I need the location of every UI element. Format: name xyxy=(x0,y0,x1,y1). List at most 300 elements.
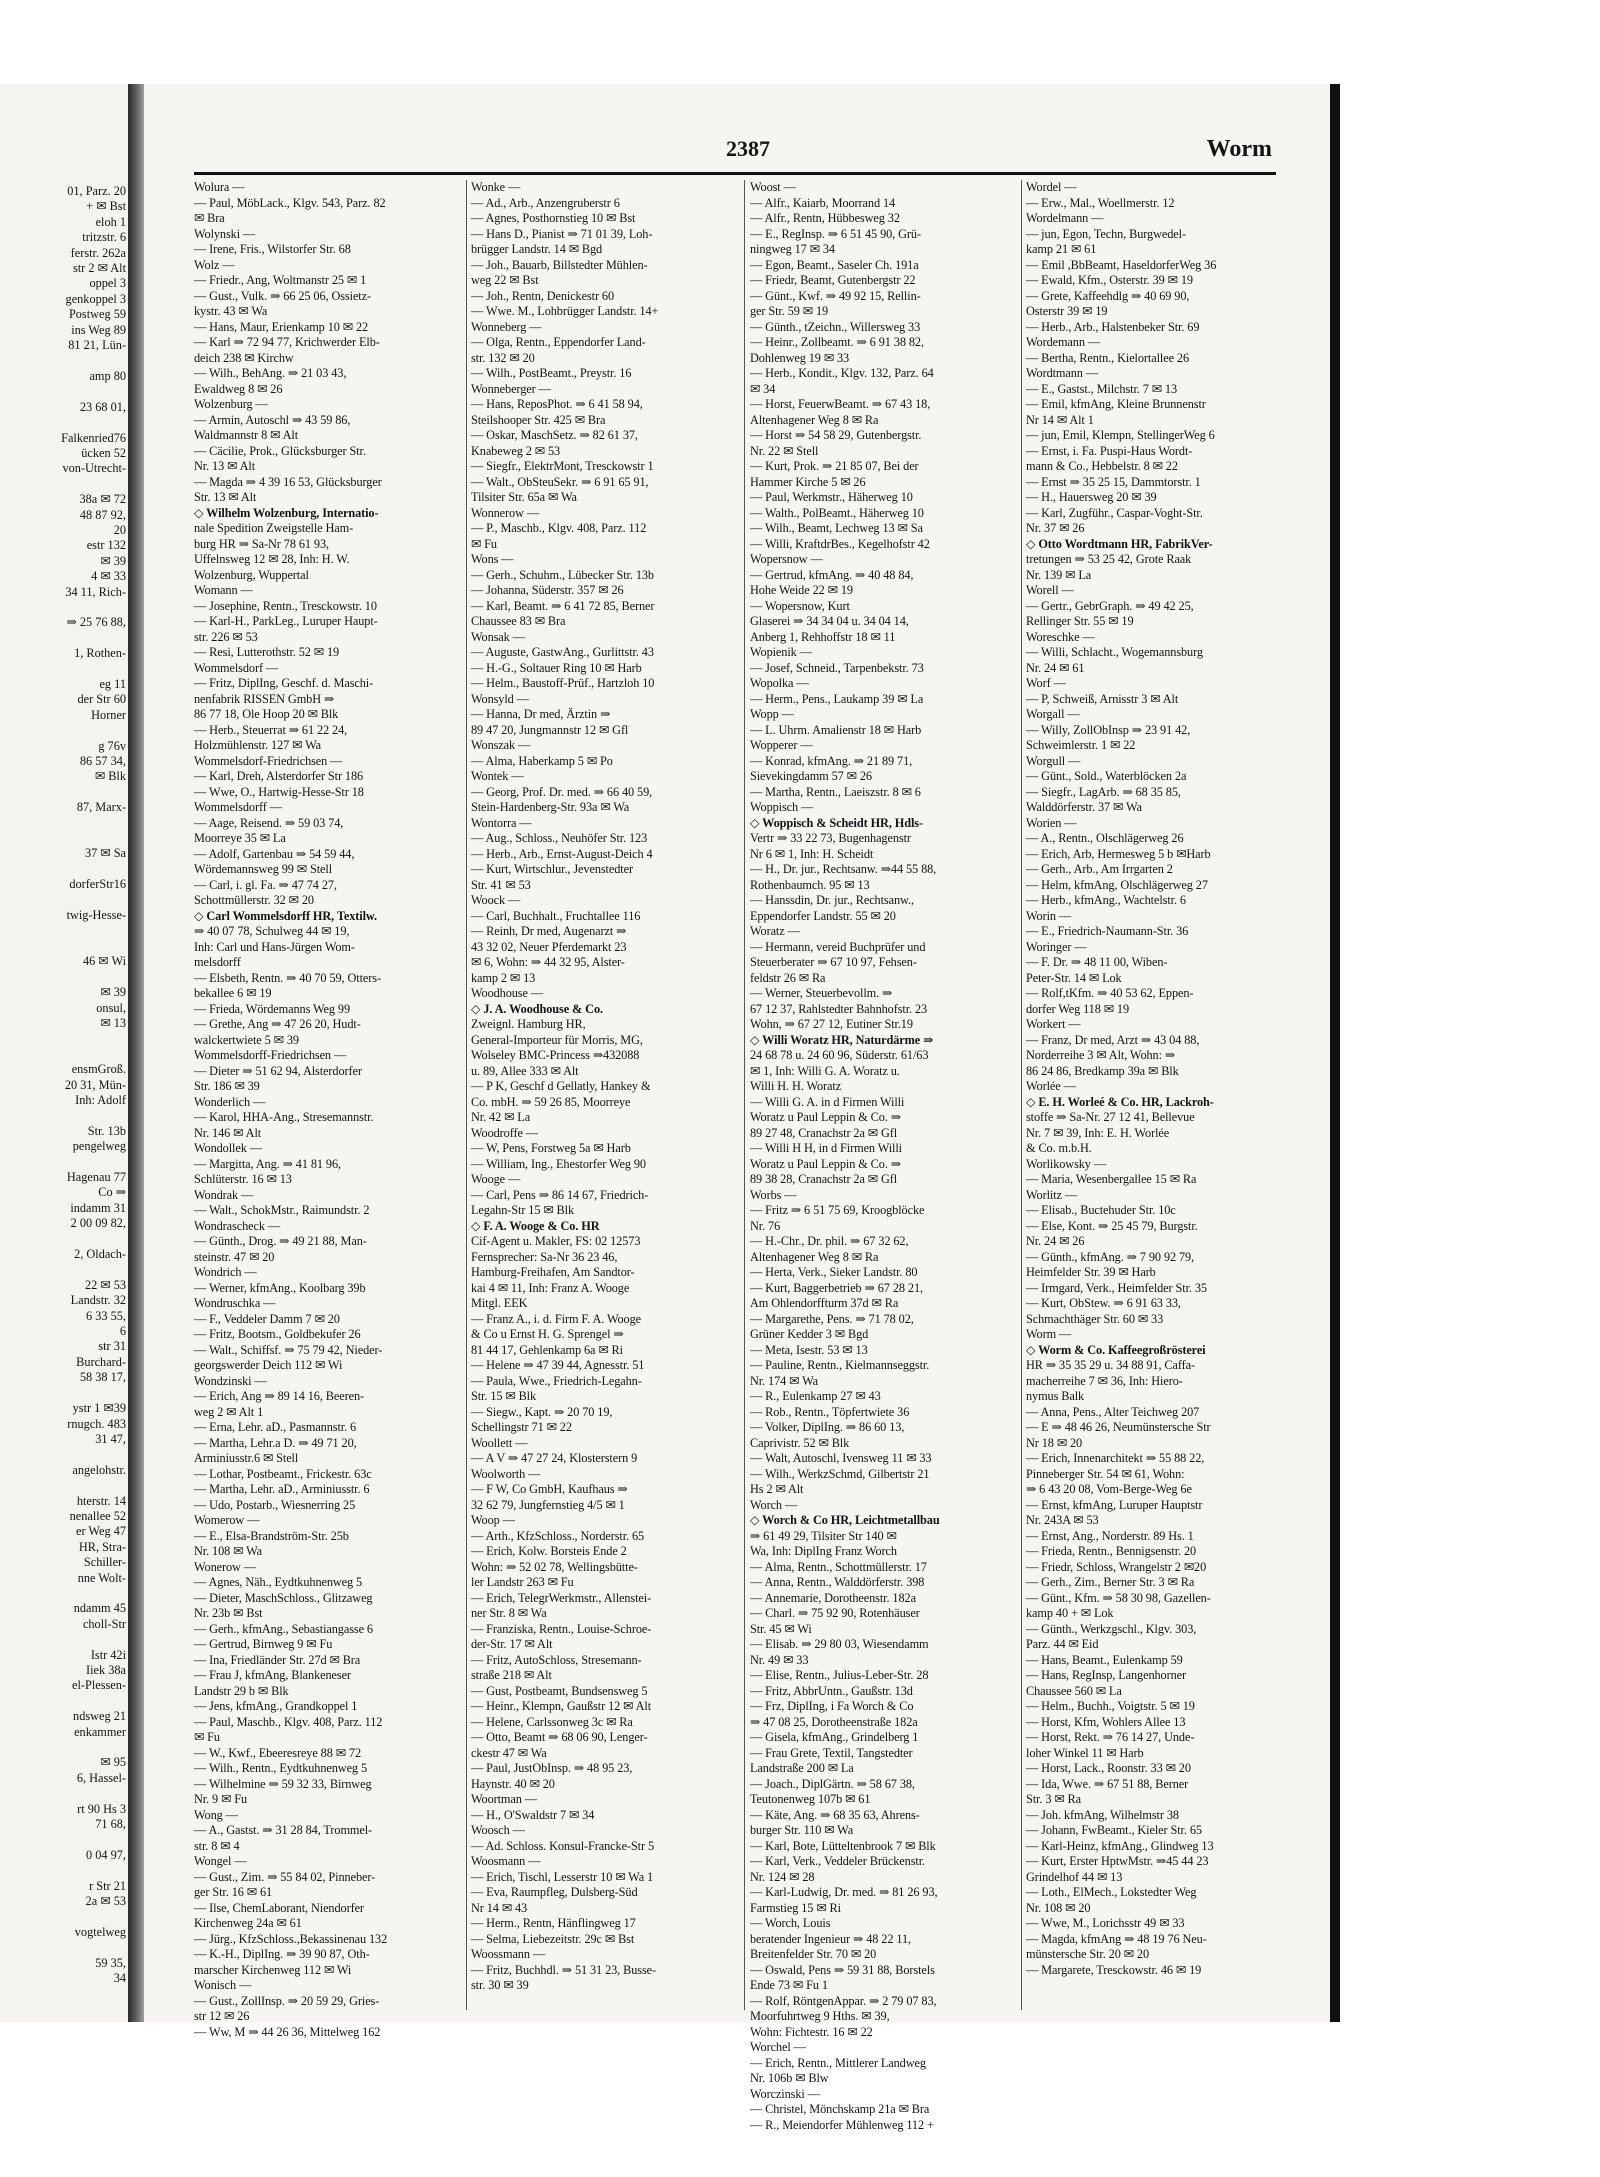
directory-line: Worbs — xyxy=(750,1187,797,1202)
directory-line: Wohn: ⇒ 52 02 78, Wellingsbütte- xyxy=(471,1559,638,1574)
directory-line: Worlitz — xyxy=(1026,1187,1078,1202)
margin-fragment: von-Utrecht- xyxy=(62,461,126,476)
margin-fragment: 20 31, Mün- xyxy=(64,1077,126,1092)
directory-line: — Lothar, Postbeamt., Frickestr. 63c xyxy=(194,1466,372,1481)
directory-line: Wontorra — xyxy=(471,815,532,830)
directory-line: — Egon, Beamt., Saseler Ch. 191a xyxy=(750,257,919,272)
directory-line: — H.-Chr., Dr. phil. ⇒ 67 32 62, xyxy=(750,1234,909,1248)
margin-fragment: amp 80 xyxy=(89,368,126,383)
directory-line: Wooge — xyxy=(471,1172,521,1186)
margin-fragment: 2, Oldach- xyxy=(74,1247,126,1262)
directory-column-4 xyxy=(1026,180,1296,2010)
directory-line: — Kurt, ObStew. ⇒ 6 91 63 33, xyxy=(1026,1296,1181,1310)
directory-line: ⇒ 6 43 20 08, Vom-Berge-Weg 6e xyxy=(1026,1482,1192,1496)
margin-fragment: nne Wolt- xyxy=(77,1570,126,1585)
directory-line: Nr. 124 ✉ 28 xyxy=(750,1869,815,1884)
margin-fragment: 46 ✉ Wi xyxy=(82,954,126,969)
directory-line: General-Importeur für Morris, MG, xyxy=(471,1032,643,1047)
margin-fragment xyxy=(2,785,126,800)
directory-line: Tilsiter Str. 65a ✉ Wa xyxy=(471,490,577,504)
directory-line: — A V ⇒ 47 27 24, Klosterstern 9 xyxy=(471,1451,638,1465)
directory-line: Holzmühlenstr. 127 ✉ Wa xyxy=(194,738,322,752)
directory-line: u. 89, Allee 333 ✉ Alt xyxy=(471,1063,579,1078)
directory-line: — Franz, Dr med, Arzt ⇒ 43 04 88, xyxy=(1026,1032,1200,1047)
directory-line: — Siegfr., ElektrMont, Tresckowstr 1 xyxy=(471,459,654,473)
directory-line: Nr. 108 ✉ 20 xyxy=(1026,1900,1091,1915)
directory-line: — Carl, i. gl. Fa. ⇒ 47 74 27, xyxy=(194,877,337,892)
directory-line: Wopp — xyxy=(750,707,794,721)
directory-line: — Walt., SchokMstr., Raimundstr. 2 xyxy=(194,1203,370,1217)
directory-line: Str. 186 ✉ 39 xyxy=(194,1079,260,1093)
directory-line: — Elsbeth, Rentn. ⇒ 40 70 59, Otters- xyxy=(194,970,381,985)
directory-line: Wordel — xyxy=(1026,180,1077,194)
directory-line: Wonnerow — xyxy=(471,505,540,520)
directory-line: ◇ Carl Wommelsdorff HR, Textilw. xyxy=(194,908,377,923)
directory-line: — E ⇒ 48 46 26, Neumünstersche Str xyxy=(1026,1420,1211,1434)
directory-line: Osterstr 39 ✉ 19 xyxy=(1026,304,1108,318)
directory-line: str. 8 ✉ 4 xyxy=(194,1838,240,1853)
directory-line: ✉ Bra xyxy=(194,211,225,225)
directory-line: — Erich, TelegrWerkmstr., Allenstei- xyxy=(471,1590,652,1605)
directory-line: Landstr 29 b ✉ Blk xyxy=(194,1683,289,1698)
directory-line: — Dieter ⇒ 51 62 94, Alsterdorfer xyxy=(194,1063,362,1078)
directory-line: — H., Hauersweg 20 ✉ 39 xyxy=(1026,490,1157,504)
page-number: 2387 xyxy=(726,136,770,161)
directory-line: — Christel, Mönchskamp 21a ✉ Bra xyxy=(750,2102,930,2116)
directory-line: Hohe Weide 22 ✉ 19 xyxy=(750,583,853,597)
directory-line: Wondollek — xyxy=(194,1141,262,1155)
directory-line: ◇ Worm & Co. Kaffeegroßrösterei xyxy=(1026,1342,1206,1357)
directory-line: Woosmann — xyxy=(471,1854,541,1868)
directory-line: — William, Ing., Ehestorfer Weg 90 xyxy=(471,1156,646,1171)
directory-line: ✉ 1, Inh: Willi G. A. Woratz u. xyxy=(750,1063,900,1078)
directory-line: ◇ Otto Wordtmann HR, FabrikVer- xyxy=(1026,536,1213,551)
directory-line: — Horst, Kfm, Wohlers Allee 13 xyxy=(1026,1714,1186,1729)
directory-line: Schellingstr 71 ✉ 22 xyxy=(471,1420,572,1434)
directory-line: Workert — xyxy=(1026,1017,1081,1031)
left-margin-text xyxy=(2,184,126,1987)
directory-line: — Kurt, Wirtschlur., Jevenstedter xyxy=(471,862,633,876)
margin-fragment: 58 38 17, xyxy=(79,1370,126,1385)
directory-line: — Meta, Isestr. 53 ✉ 13 xyxy=(750,1342,868,1357)
directory-line: — Wilh., WerkzSchmd, Gilbertstr 21 xyxy=(750,1466,930,1481)
margin-fragment xyxy=(2,1863,126,1878)
directory-line: Landstraße 200 ✉ La xyxy=(750,1761,854,1775)
directory-line: Wonneberg — xyxy=(471,319,542,334)
column-divider xyxy=(744,180,745,2010)
directory-line: — F., Veddeler Damm 7 ✉ 20 xyxy=(194,1311,340,1326)
directory-line: kamp 21 ✉ 61 xyxy=(1026,242,1097,256)
margin-fragment: ✉ 39 xyxy=(100,553,126,568)
directory-line: — F W, Co GmbH, Kaufhaus ⇒ xyxy=(471,1482,628,1496)
margin-fragment: choll-Str xyxy=(82,1616,126,1631)
directory-line: — Erna, Lehr. aD., Pasmannstr. 6 xyxy=(194,1420,357,1434)
directory-line: — Otto, Beamt ⇒ 68 06 90, Lenger- xyxy=(471,1730,648,1744)
directory-line: — Eva, Raumpfleg, Dulsberg-Süd xyxy=(471,1885,638,1899)
directory-line: — E., Elsa-Brandström-Str. 25b xyxy=(194,1528,349,1543)
directory-line: Wonsak — xyxy=(471,629,525,644)
directory-line: Wopolka — xyxy=(750,676,809,690)
margin-fragment xyxy=(2,893,126,908)
directory-line: Breitenfelder Str. 70 ✉ 20 xyxy=(750,1947,877,1961)
directory-line: — Hermann, vereid Buchprüfer und xyxy=(750,939,926,954)
directory-line: — Fritz ⇒ 6 51 75 69, Kroogblöcke xyxy=(750,1203,925,1217)
directory-line: Wolzenburg — xyxy=(194,397,268,411)
directory-line: — Werner, kfmAng., Koolbarg 39b xyxy=(194,1280,366,1295)
directory-line: Wondrak — xyxy=(194,1187,254,1202)
margin-fragment: 71 68, xyxy=(95,1817,126,1832)
directory-line: Worin — xyxy=(1026,908,1072,923)
directory-line: Steuerberater ⇒ 67 10 97, Fehsen- xyxy=(750,955,917,969)
directory-line: Wordtmann — xyxy=(1026,366,1099,380)
directory-line: Woop — xyxy=(471,1513,515,1527)
column-divider xyxy=(466,180,467,2010)
directory-line: — Ewald, Kfm., Osterstr. 39 ✉ 19 xyxy=(1026,273,1193,287)
margin-fragment: Istr 42i xyxy=(90,1647,126,1662)
directory-line: — A., Rentn., Olschlägerweg 26 xyxy=(1026,831,1184,845)
margin-fragment: 2a ✉ 53 xyxy=(85,1894,126,1909)
directory-line: — Alfr., Rentn, Hübbesweg 32 xyxy=(750,211,900,225)
directory-line: — Joh. kfmAng, Wilhelmstr 38 xyxy=(1026,1807,1179,1822)
directory-line: — Irmgard, Verk., Heimfelder Str. 35 xyxy=(1026,1280,1207,1295)
directory-line: — Hans, RegInsp, Langenhorner xyxy=(1026,1668,1186,1682)
directory-line: Schlüterstr. 16 ✉ 13 xyxy=(194,1172,292,1186)
directory-line: Mitgl. EEK xyxy=(471,1296,528,1310)
margin-fragment: onsul, xyxy=(96,1000,126,1015)
directory-line: — Kurt, Erster HptwMstr. ⇒45 44 23 xyxy=(1026,1854,1209,1868)
directory-line: Chaussee 560 ✉ La xyxy=(1026,1683,1122,1698)
margin-fragment xyxy=(2,816,126,831)
directory-line: — Willi, Schlacht., Wogemannsburg xyxy=(1026,645,1203,659)
directory-line: — Herm., Pens., Laukamp 39 ✉ La xyxy=(750,691,924,706)
directory-column-3 xyxy=(750,180,1020,2132)
margin-fragment xyxy=(2,939,126,954)
margin-fragment: 31 47, xyxy=(95,1431,126,1446)
directory-line: Wopperer — xyxy=(750,738,813,752)
margin-fragment xyxy=(2,1108,126,1123)
margin-fragment: HR, Stra- xyxy=(78,1539,126,1554)
margin-fragment: oppel 3 xyxy=(89,276,126,291)
directory-line: Nr. 106b ✉ Blw xyxy=(750,2071,829,2085)
directory-line: — Elisab. ⇒ 29 80 03, Wiesendamm xyxy=(750,1637,929,1651)
directory-line: — Wwe. M., Lohbrügger Landstr. 14+ xyxy=(471,304,659,318)
margin-fragment: ✉ Blk xyxy=(94,769,126,784)
margin-fragment: 87, Marx- xyxy=(76,800,126,815)
margin-fragment xyxy=(2,631,126,646)
directory-line: Wondrascheck — xyxy=(194,1218,281,1233)
margin-fragment: er Weg 47 xyxy=(75,1524,126,1539)
directory-line: ◇ Willi Woratz HR, Naturdärme ⇒ xyxy=(750,1032,934,1047)
directory-line: Sievekingdamm 57 ✉ 26 xyxy=(750,769,872,783)
directory-line: — E., RegInsp. ⇒ 6 51 45 90, Grü- xyxy=(750,226,921,241)
directory-line: — Herb., kfmAng., Wachtelstr. 6 xyxy=(1026,893,1186,907)
directory-line: — L. Uhrm. Amalienstr 18 ✉ Harb xyxy=(750,722,922,737)
directory-line: ◇ E. H. Worleé & Co. HR, Lackroh- xyxy=(1026,1094,1214,1109)
directory-line: — Fritz, AutoSchloss, Stresemann- xyxy=(471,1652,642,1667)
margin-fragment: 81 21, Lün- xyxy=(68,338,126,353)
margin-fragment: str 2 ✉ Alt xyxy=(72,261,126,276)
directory-line: Hs 2 ✉ Alt xyxy=(750,1482,804,1496)
directory-line: — Erich, Arb, Hermesweg 5 b ✉Harb xyxy=(1026,846,1211,861)
directory-line: — Fritz, Bootsm., Goldbekufer 26 xyxy=(194,1327,361,1341)
directory-line: 67 12 37, Rahlstedter Bahnhofstr. 23 xyxy=(750,1001,928,1016)
directory-line: — Loth., ElMech., Lokstedter Weg xyxy=(1026,1885,1197,1899)
directory-line: Caprivistr. 52 ✉ Blk xyxy=(750,1435,850,1450)
directory-line: Woringer — xyxy=(1026,939,1087,954)
directory-line: Haynstr. 40 ✉ 20 xyxy=(471,1776,555,1791)
directory-line: — Margarethe, Pens. ⇒ 71 78 02, xyxy=(750,1311,914,1326)
directory-line: — Arth., KfzSchloss., Norderstr. 65 xyxy=(471,1528,645,1543)
margin-fragment: dorferStr16 xyxy=(69,877,126,892)
directory-line: Nr 14 ✉ Alt 1 xyxy=(1026,412,1094,427)
directory-line: Anberg 1, Rehhoffstr 18 ✉ 11 xyxy=(750,629,896,644)
directory-line: Nr. 7 ✉ 39, Inh: E. H. Worlée xyxy=(1026,1125,1170,1140)
directory-line: — Margarete, Tresckowstr. 46 ✉ 19 xyxy=(1026,1962,1202,1977)
directory-line: — Johann, FwBeamt., Kieler Str. 65 xyxy=(1026,1823,1202,1837)
directory-line: 89 38 28, Cranachstr 2a ✉ Gfl xyxy=(750,1172,898,1186)
directory-line: ◇ Woppisch & Scheidt HR, Hdls- xyxy=(750,815,923,830)
directory-line: weg 2 ✉ Alt 1 xyxy=(194,1404,264,1419)
directory-line: — Frau Grete, Textil, Tangstedter xyxy=(750,1745,913,1760)
margin-fragment: 6, Hassel- xyxy=(76,1770,126,1785)
directory-line: Fernsprecher: Sa-Nr 36 23 46, xyxy=(471,1249,618,1264)
directory-line: 81 44 17, Gehlenkamp 6a ✉ Ri xyxy=(471,1342,623,1357)
directory-line: feldstr 26 ✉ Ra xyxy=(750,970,826,985)
directory-line: — Karol, HHA-Ang., Stresemannstr. xyxy=(194,1110,374,1124)
directory-line: Wolzenburg, Wuppertal xyxy=(194,567,309,582)
margin-fragment: eloh 1 xyxy=(95,214,126,229)
directory-line: — Frieda, Rentn., Bennigsenstr. 20 xyxy=(1026,1544,1197,1558)
directory-line: Teutonenweg 107b ✉ 61 xyxy=(750,1792,871,1806)
directory-line: — Karl-Heinz, kfmAng., Glindweg 13 xyxy=(1026,1838,1214,1853)
margin-fragment xyxy=(2,1232,126,1247)
margin-fragment xyxy=(2,1632,126,1647)
directory-line: ◇ Wilhelm Wolzenburg, Internatio- xyxy=(194,505,379,520)
directory-line: Str. 41 ✉ 53 xyxy=(471,877,531,892)
directory-line: Glaserei ⇒ 34 34 04 u. 34 04 14, xyxy=(750,614,909,628)
directory-line: — Karl, Verk., Veddeler Brückenstr. xyxy=(750,1854,925,1868)
margin-fragment xyxy=(2,1786,126,1801)
margin-fragment: der Str 60 xyxy=(77,692,126,707)
directory-line: — Walt., ObSteuSekr. ⇒ 6 91 65 91, xyxy=(471,474,649,489)
directory-line: — Wilh., Beamt, Lechweg 13 ✉ Sa xyxy=(750,521,923,535)
margin-fragment: str 31 xyxy=(98,1339,126,1354)
margin-fragment: Landstr. 32 xyxy=(70,1293,126,1308)
directory-line: — Agnes, Näh., Eydtkuhnenweg 5 xyxy=(194,1575,363,1589)
directory-line: — Wwe, M., Lorichsstr 49 ✉ 33 xyxy=(1026,1916,1185,1930)
directory-line: — Erw., Mal., Woellmerstr. 12 xyxy=(1026,195,1175,210)
directory-line: Walddörferstr. 37 ✉ Wa xyxy=(1026,800,1142,814)
directory-line: — Cäcilie, Prok., Glücksburger Str. xyxy=(194,443,366,458)
directory-line: nale Spedition Zweigstelle Ham- xyxy=(194,521,354,535)
directory-line: — Siegfr., LagArb. ⇒ 68 35 85, xyxy=(1026,784,1181,799)
margin-fragment xyxy=(2,1386,126,1401)
margin-fragment xyxy=(2,1447,126,1462)
directory-line: Wopienik — xyxy=(750,645,812,659)
margin-fragment: 4 ✉ 33 xyxy=(91,569,126,584)
margin-fragment xyxy=(2,1694,126,1709)
directory-line: beratender Ingenieur ⇒ 48 22 11, xyxy=(750,1931,911,1946)
directory-line: str. 226 ✉ 53 xyxy=(194,629,258,644)
directory-line: straße 218 ✉ Alt xyxy=(471,1668,552,1682)
directory-line: Wolz — xyxy=(194,257,235,272)
directory-line: Altenhagener Weg 8 ✉ Ra xyxy=(750,412,879,427)
directory-line: — Franz A., i. d. Firm F. A. Wooge xyxy=(471,1311,641,1326)
directory-line: Wordemann — xyxy=(1026,335,1101,349)
directory-line: Worf — xyxy=(1026,676,1066,690)
margin-fragment: ndamm 45 xyxy=(73,1601,126,1616)
directory-line: macherreihe 7 ✉ 36, Inh: Hiero- xyxy=(1026,1373,1183,1388)
margin-fragment: 38a ✉ 72 xyxy=(79,492,126,507)
directory-line: — Herta, Verk., Sieker Landstr. 80 xyxy=(750,1265,918,1279)
directory-line: — Alma, Rentn., Schottmüllerstr. 17 xyxy=(750,1559,927,1574)
margin-fragment: 1, Rothen- xyxy=(74,646,126,661)
directory-line: Woosch — xyxy=(471,1823,525,1837)
directory-line: ✉ 34 xyxy=(750,381,776,396)
directory-line: — Günt., Kfm. ⇒ 58 30 98, Gazellen- xyxy=(1026,1590,1211,1605)
directory-line: — Friedr., Ang, Woltmanstr 25 ✉ 1 xyxy=(194,273,367,287)
directory-line: — Volker, DiplIng. ⇒ 86 60 13, xyxy=(750,1420,905,1434)
directory-line: — K.-H., DiplIng. ⇒ 39 90 87, Oth- xyxy=(194,1947,370,1961)
margin-fragment xyxy=(2,1478,126,1493)
directory-line: Hammer Kirche 5 ✉ 26 xyxy=(750,474,866,489)
directory-line: — Werner, Steuerbevollm. ⇒ xyxy=(750,986,893,1000)
directory-line: — Walt., Schiffsf. ⇒ 75 79 42, Nieder- xyxy=(194,1342,383,1357)
margin-fragment: indamm 31 xyxy=(70,1200,126,1215)
directory-line: Kirchenweg 24a ✉ 61 xyxy=(194,1916,302,1930)
directory-line: — Udo, Postarb., Wiesnerring 25 xyxy=(194,1497,356,1512)
directory-line: — Joh., Bauarb, Billstedter Mühlen- xyxy=(471,257,648,272)
margin-fragment xyxy=(2,415,126,430)
directory-line: Nr 14 ✉ 43 xyxy=(471,1900,528,1915)
margin-fragment: r Str 21 xyxy=(89,1878,126,1893)
directory-line: Wons — xyxy=(471,552,514,566)
directory-line: Woreschke — xyxy=(1026,629,1095,644)
directory-line: Nr. 108 ✉ Wa xyxy=(194,1544,262,1558)
margin-fragment: ystr 1 ✉39 xyxy=(72,1401,126,1416)
directory-line: ✉ Fu xyxy=(471,536,497,551)
directory-line: Worlikowsky — xyxy=(1026,1156,1107,1171)
directory-line: — Willi, KraftdrBes., Kegelhofstr 42 xyxy=(750,536,930,551)
directory-line: — Kurt, Baggerbetrieb ⇒ 67 28 21, xyxy=(750,1280,923,1295)
directory-column-1 xyxy=(194,180,464,2039)
margin-fragment: 48 87 92, xyxy=(79,507,126,522)
directory-line: Str. 3 ✉ Ra xyxy=(1026,1792,1081,1806)
directory-line: Nr. 24 ✉ 26 xyxy=(1026,1234,1085,1248)
directory-line: Woodhouse — xyxy=(471,986,544,1000)
directory-line: — Heinr., Klempn, Gaußstr 12 ✉ Alt xyxy=(471,1699,652,1713)
directory-line: — Grete, Kaffeehdlg ⇒ 40 69 90, xyxy=(1026,288,1190,303)
margin-fragment: pengelweg xyxy=(72,1139,126,1154)
directory-line: stoffe ⇒ Sa-Nr. 27 12 41, Bellevue xyxy=(1026,1110,1195,1124)
directory-line: ◇ J. A. Woodhouse & Co. xyxy=(471,1001,603,1016)
margin-fragment xyxy=(2,924,126,939)
directory-line: — Willi H H, in d Firmen Willi xyxy=(750,1141,903,1155)
directory-line: — Gust., Zim. ⇒ 55 84 02, Pinneber- xyxy=(194,1869,376,1884)
directory-line: Schottmüllerstr. 32 ✉ 20 xyxy=(194,893,314,907)
directory-line: nenfabrik RISSEN GmbH ⇒ xyxy=(194,691,335,706)
directory-line: mann & Co., Hebbelstr. 8 ✉ 22 xyxy=(1026,459,1178,473)
directory-line: Nr. 37 ✉ 26 xyxy=(1026,521,1085,535)
margin-fragment: Hagenau 77 xyxy=(66,1170,126,1184)
margin-fragment xyxy=(2,1832,126,1847)
directory-line: kamp 2 ✉ 13 xyxy=(471,970,536,985)
margin-fragment: ⇒ 25 76 88, xyxy=(66,615,126,630)
directory-line: — Helm., Buchh., Voigtstr. 5 ✉ 19 xyxy=(1026,1699,1195,1713)
directory-line: tretungen ⇒ 53 25 42, Grote Raak xyxy=(1026,552,1192,566)
directory-line: — Heinr., Zollbeamt. ⇒ 6 91 38 82, xyxy=(750,335,924,349)
margin-fragment: Str. 13b xyxy=(87,1123,126,1138)
directory-line: — jun, Egon, Techn, Burgwedel- xyxy=(1026,226,1186,241)
directory-line: Worm — xyxy=(1026,1327,1072,1341)
margin-fragment: Schiller- xyxy=(83,1555,126,1570)
directory-line: — Käte, Ang. ⇒ 68 35 63, Ahrens- xyxy=(750,1807,920,1822)
directory-line: — Günth., Drog. ⇒ 49 21 88, Man- xyxy=(194,1234,367,1248)
directory-line: ⇒ 61 49 29, Tilsiter Str 140 ✉ xyxy=(750,1528,897,1543)
margin-fragment: ferstr. 262a xyxy=(70,245,126,260)
directory-line: Wolynski — xyxy=(194,226,256,241)
directory-line: — W, Pens, Forstweg 5a ✉ Harb xyxy=(471,1141,631,1155)
directory-line: — Joh., Rentn, Denickestr 60 xyxy=(471,288,615,303)
margin-fragment: ✉ 39 xyxy=(100,985,126,1000)
directory-line: — Worch, Louis xyxy=(750,1916,831,1930)
directory-line: — Oskar, MaschSetz. ⇒ 82 61 37, xyxy=(471,428,638,442)
directory-line: — Willy, ZollObInsp ⇒ 23 91 42, xyxy=(1026,722,1191,737)
directory-line: — E., Gastst., Milchstr. 7 ✉ 13 xyxy=(1026,381,1178,396)
directory-line: — Friedr, Schloss, Wrangelstr 2 ✉20 xyxy=(1026,1559,1207,1574)
margin-fragment: ensmGroß. xyxy=(71,1062,126,1077)
directory-column-2 xyxy=(471,180,741,2010)
directory-line: — Fritz, Buchhdl. ⇒ 51 31 23, Busse- xyxy=(471,1962,657,1977)
margin-fragment: 01, Parz. 20 xyxy=(67,184,126,198)
margin-fragment: twig-Hesse- xyxy=(66,908,126,923)
margin-fragment xyxy=(2,384,126,399)
directory-line: ger Str. 16 ✉ 61 xyxy=(194,1885,273,1899)
directory-line: — Frau J, kfmAng, Blankeneser xyxy=(194,1668,351,1682)
margin-fragment: Postweg 59 xyxy=(68,307,126,322)
directory-line: walckertwiete 5 ✉ 39 xyxy=(194,1032,299,1047)
margin-fragment xyxy=(2,353,126,368)
directory-line: — Erich, Kolw. Borsteis Ende 2 xyxy=(471,1544,627,1558)
directory-line: — Erich, Ang ⇒ 89 14 16, Beeren- xyxy=(194,1389,365,1403)
directory-line: — Ernst, i. Fa. Puspi-Haus Wordt- xyxy=(1026,443,1193,458)
directory-line: kai 4 ✉ 11, Inh: Franz A. Wooge xyxy=(471,1280,630,1295)
directory-line: — Erich, Innenarchitekt ⇒ 55 88 22, xyxy=(1026,1451,1205,1465)
directory-line: — Ernst ⇒ 35 25 15, Dammtorstr. 1 xyxy=(1026,474,1201,489)
directory-line: — Günt., Sold., Waterblöcken 2a xyxy=(1026,769,1187,783)
directory-line: — Wopersnow, Kurt xyxy=(750,598,850,613)
directory-line: steinstr. 47 ✉ 20 xyxy=(194,1249,275,1264)
directory-line: — H., O'Swaldstr 7 ✉ 34 xyxy=(471,1807,595,1822)
directory-line: ⇒ 40 07 78, Schulweg 44 ✉ 19, xyxy=(194,924,350,938)
directory-line: Str. 45 ✉ Wi xyxy=(750,1621,812,1636)
directory-line: Wonszak — xyxy=(471,738,531,752)
directory-line: Wommelsdorf-Friedrichsen — xyxy=(194,753,343,768)
margin-fragment: Falkenried76 xyxy=(61,430,126,445)
directory-line: — Ernst, kfmAng, Luruper Hauptstr xyxy=(1026,1497,1203,1512)
directory-line: — Gertrud, Birnweg 9 ✉ Fu xyxy=(194,1637,333,1651)
directory-line: — Franziska, Rentn., Louise-Schroe- xyxy=(471,1621,652,1636)
margin-fragment: nenallee 52 xyxy=(69,1508,126,1523)
directory-line: Woost — xyxy=(750,180,796,194)
directory-line: HR ⇒ 35 35 29 u. 34 88 91, Caffa- xyxy=(1026,1358,1196,1372)
directory-line: ler Landstr 263 ✉ Fu xyxy=(471,1575,574,1589)
directory-line: Nr. 13 ✉ Alt xyxy=(194,459,256,473)
directory-line: — Josef, Schneid., Tarpenbekstr. 73 xyxy=(750,660,924,675)
directory-line: — Oswald, Pens ⇒ 59 31 88, Borstels xyxy=(750,1962,935,1977)
directory-line: Pinneberger Str. 54 ✉ 61, Wohn: xyxy=(1026,1466,1185,1481)
directory-line: — Fritz, AbbrUntn., Gaußstr. 13d xyxy=(750,1683,913,1698)
